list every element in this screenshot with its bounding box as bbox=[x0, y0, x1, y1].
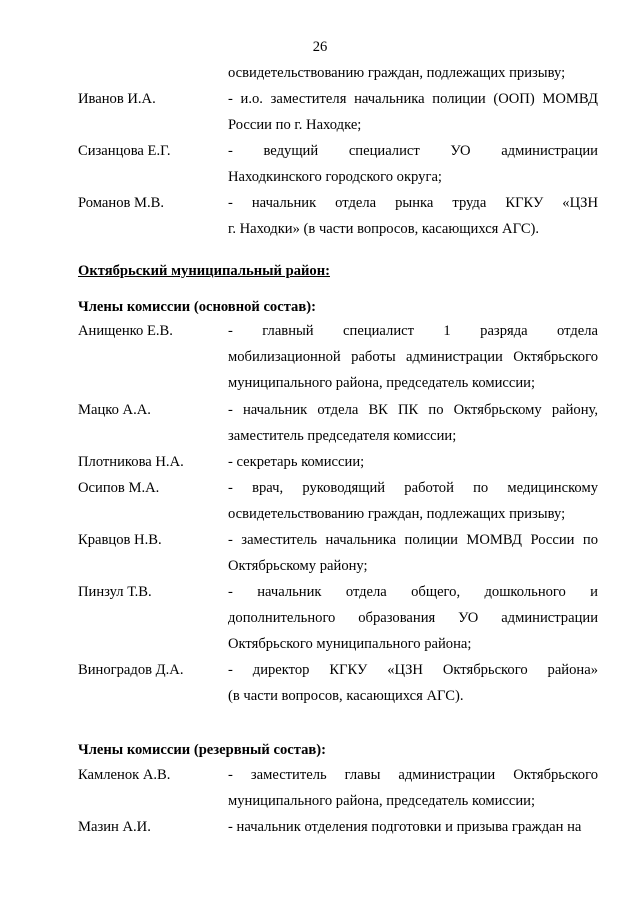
role-line: - директор КГКУ «ЦЗН Октябрьского района» bbox=[228, 662, 598, 678]
continuation-line: освидетельствованию граждан, подлежащих призыву; bbox=[228, 65, 566, 81]
role-line: г. Находки» (в части вопросов, касающихся АГС). bbox=[228, 221, 540, 237]
member-role bbox=[228, 318, 598, 396]
member-name: Романов М.В. bbox=[78, 195, 165, 211]
member-role bbox=[228, 762, 598, 814]
role-line: - начальник отдела общего, дошкольного и bbox=[228, 584, 598, 600]
continuation-text bbox=[228, 60, 598, 86]
role-line: - секретарь комиссии; bbox=[228, 454, 365, 470]
member-role bbox=[228, 579, 598, 657]
member-name: Виноградов Д.А. bbox=[78, 662, 184, 678]
role-line: - заместитель главы администрации Октябрьского bbox=[228, 767, 598, 783]
reserve-members-heading: Члены комиссии (резервный состав): bbox=[78, 742, 326, 758]
member-name: Анищенко Е.В. bbox=[78, 323, 173, 339]
role-line: - начальник отделения подготовки и призыва граждан на bbox=[228, 819, 582, 835]
role-line: Октябрьскому району; bbox=[228, 558, 368, 574]
member-role bbox=[228, 814, 598, 840]
role-line: - ведущий специалист УО администрации bbox=[228, 143, 598, 159]
role-line: - врач, руководящий работой по медицинскому bbox=[228, 480, 598, 496]
member-role bbox=[228, 449, 598, 475]
main-members-heading: Члены комиссии (основной состав): bbox=[78, 299, 316, 315]
role-line: - начальник отдела ВК ПК по Октябрьскому району, bbox=[228, 402, 598, 418]
role-line: - главный специалист 1 разряда отдела bbox=[228, 323, 598, 339]
member-role bbox=[228, 527, 598, 579]
member-role bbox=[228, 657, 598, 709]
role-line: - и.о. заместителя начальника полиции (ООП) МОМВД bbox=[228, 91, 598, 107]
member-name: Кравцов Н.В. bbox=[78, 532, 162, 548]
member-name: Камленок А.В. bbox=[78, 767, 171, 783]
role-line: муниципального района, председатель комиссии; bbox=[228, 375, 536, 391]
member-role bbox=[228, 138, 598, 190]
role-line: - заместитель начальника полиции МОМВД России по bbox=[228, 532, 598, 548]
member-name: Мацко А.А. bbox=[78, 402, 151, 418]
role-line: заместитель председателя комиссии; bbox=[228, 428, 457, 444]
member-name: Сизанцова Е.Г. bbox=[78, 143, 171, 159]
role-line: мобилизационной работы администрации Октябрьского bbox=[228, 349, 598, 365]
member-role bbox=[228, 190, 598, 242]
page-number: 26 bbox=[312, 39, 328, 55]
member-role bbox=[228, 86, 598, 138]
member-name: Осипов М.А. bbox=[78, 480, 160, 496]
role-line: Находкинского городского округа; bbox=[228, 169, 442, 185]
role-line: России по г. Находке; bbox=[228, 117, 362, 133]
member-name: Мазин А.И. bbox=[78, 819, 151, 835]
member-name: Иванов И.А. bbox=[78, 91, 156, 107]
role-line: (в части вопросов, касающихся АГС). bbox=[228, 688, 464, 704]
role-line: муниципального района, председатель комиссии; bbox=[228, 793, 536, 809]
member-name: Пинзул Т.В. bbox=[78, 584, 152, 600]
role-line: Октябрьского муниципального района; bbox=[228, 636, 472, 652]
role-line: дополнительного образования УО администрации bbox=[228, 610, 598, 626]
member-role bbox=[228, 397, 598, 449]
role-line: освидетельствованию граждан, подлежащих призыву; bbox=[228, 506, 566, 522]
district-heading: Октябрьский муниципальный район: bbox=[78, 263, 330, 279]
member-role bbox=[228, 475, 598, 527]
role-line: - начальник отдела рынка труда КГКУ «ЦЗН bbox=[228, 195, 598, 211]
member-name: Плотникова Н.А. bbox=[78, 454, 184, 470]
